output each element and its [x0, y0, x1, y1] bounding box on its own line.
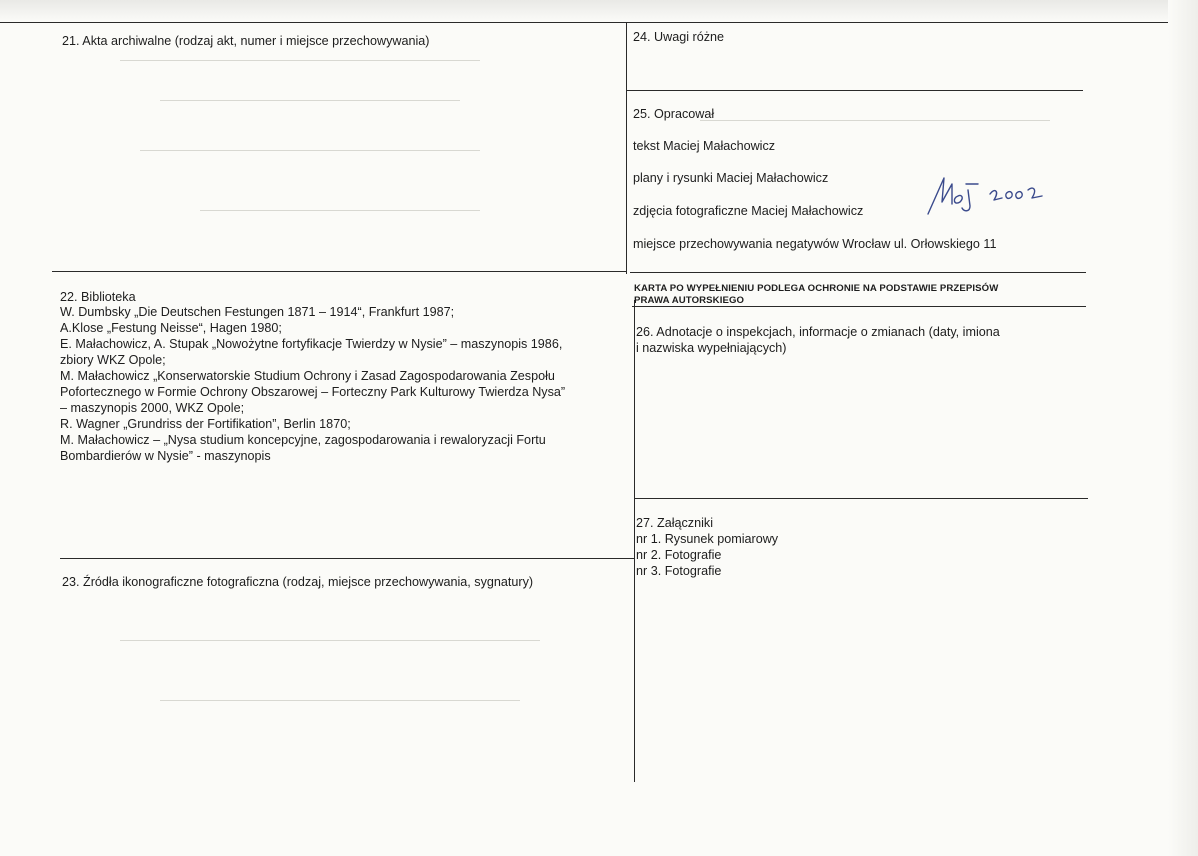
show-through-line	[200, 210, 480, 211]
divider-21-22	[52, 271, 626, 272]
bibliography-line: M. Małachowicz „Konserwatorskie Studium Ochrony i Zasad Zagospodarowania Zespołu	[60, 369, 555, 383]
divider-26-27	[634, 498, 1088, 499]
scan-top-shadow	[0, 0, 1198, 22]
section-24-heading: 24. Uwagi różne	[633, 30, 725, 44]
section-27-heading: 27. Załączniki	[636, 516, 713, 530]
section-26-heading-line2: i nazwiska wypełniających)	[636, 341, 787, 355]
attachment-item: nr 1. Rysunek pomiarowy	[636, 532, 779, 546]
author-photos-line: zdjęcia fotograficzne Maciej Małachowicz	[633, 204, 864, 218]
author-text-line: tekst Maciej Małachowicz	[633, 139, 776, 153]
section-26-heading-line1: 26. Adnotacje o inspekcjach, informacje o zmianach (daty, imiona	[636, 325, 1000, 339]
attachment-item: nr 2. Fotografie	[636, 548, 722, 562]
show-through-line	[120, 640, 540, 641]
section-22-heading: 22. Biblioteka	[60, 290, 136, 304]
bibliography-line: A.Klose „Festung Neisse“, Hagen 1980;	[60, 321, 282, 335]
show-through-line	[700, 120, 1050, 121]
copyright-notice-line1: KARTA PO WYPEŁNIENIU PODLEGA OCHRONIE NA PODSTAWIE PRZEPISÓW	[634, 283, 999, 294]
center-divider-upper	[626, 22, 627, 274]
section-23-heading: 23. Źródła ikonograficzne fotograficzna (rodzaj, miejsce przechowywania, sygnatury)	[62, 575, 534, 589]
divider-22-23	[60, 558, 634, 559]
bibliography-line: Pofortecznego w Formie Ochrony Obszarowej – Forteczny Park Kulturowy Twierdza Nysa”	[60, 385, 566, 399]
divider-25-notice	[630, 272, 1086, 273]
bibliography-line: – maszynopis 2000, WKZ Opole;	[60, 401, 245, 415]
section-21-heading: 21. Akta archiwalne (rodzaj akt, numer i miejsce przechowywania)	[62, 34, 430, 48]
bibliography-line: M. Małachowicz – „Nysa studium koncepcyjne, zagospodarowania i rewaloryzacji Fortu	[60, 433, 546, 447]
center-divider-lower	[634, 300, 635, 782]
bibliography-line: W. Dumbsky „Die Deutschen Festungen 1871 – 1914“, Frankfurt 1987;	[60, 305, 455, 319]
negatives-location-line: miejsce przechowywania negatywów Wrocław ul. Orłowskiego 11	[633, 237, 997, 251]
handwritten-signature	[922, 172, 1052, 218]
show-through-line	[160, 100, 460, 101]
bibliography-line: R. Wagner „Grundriss der Fortifikation”, Berlin 1870;	[60, 417, 351, 431]
show-through-line	[160, 700, 520, 701]
bibliography-line: E. Małachowicz, A. Stupak „Nowożytne fortyfikacje Twierdzy w Nysie” – maszynopis 1986,	[60, 337, 563, 351]
show-through-line	[120, 60, 480, 61]
bibliography-line: zbiory WKZ Opole;	[60, 353, 166, 367]
divider-24-25	[627, 90, 1083, 91]
show-through-line	[140, 150, 480, 151]
attachment-item: nr 3. Fotografie	[636, 564, 722, 578]
section-25-heading: 25. Opracował	[633, 107, 715, 121]
scan-right-edge	[1168, 0, 1198, 856]
top-border	[0, 22, 1168, 23]
bibliography-line: Bombardierów w Nysie” - maszynopis	[60, 449, 271, 463]
author-plans-line: plany i rysunki Maciej Małachowicz	[633, 171, 829, 185]
copyright-notice-line2: PRAWA AUTORSKIEGO	[634, 295, 745, 306]
